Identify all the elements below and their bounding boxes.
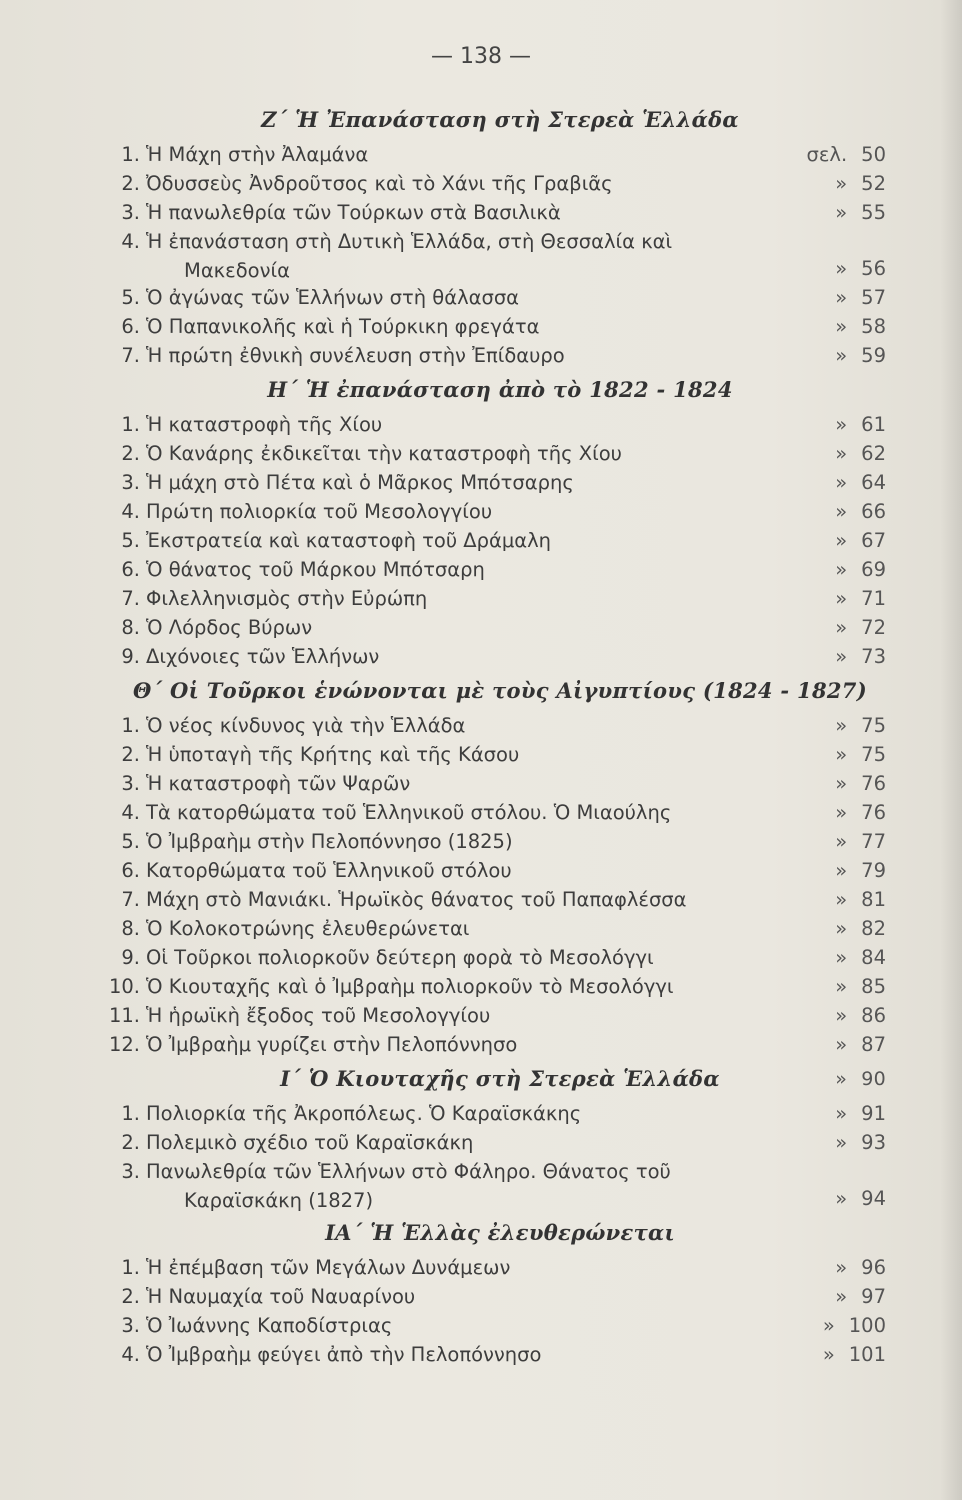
entry-title-continuation: Μακεδονία <box>184 259 290 282</box>
section-title <box>100 100 900 140</box>
ditto-mark: » <box>835 172 848 195</box>
entry-number: 6. <box>121 315 140 338</box>
entry-title <box>146 439 780 468</box>
entry-number: 8. <box>121 917 140 940</box>
entry-title <box>146 555 780 584</box>
ditto-mark: » <box>822 1343 835 1366</box>
entry-number: 3. <box>121 772 140 795</box>
entry-title <box>146 711 780 740</box>
page-ref: 71 <box>861 587 886 610</box>
entry-title-line: Ἡ Μάχη στὴν Ἀλαμάνα <box>146 143 369 166</box>
page-ref: 76 <box>861 772 886 795</box>
entry-page-ref <box>776 972 886 1001</box>
toc-entry <box>100 410 900 439</box>
ditto-mark: » <box>835 1102 848 1125</box>
entry-page-ref <box>776 740 886 769</box>
section-page-ref <box>835 1059 886 1099</box>
entry-page-ref <box>776 1311 886 1340</box>
toc-entry <box>100 283 900 312</box>
ditto-mark: » <box>835 201 848 224</box>
entry-number: 3. <box>121 1160 140 1183</box>
entry-page-ref <box>776 1099 886 1128</box>
entry-number: 2. <box>121 743 140 766</box>
toc-entry <box>100 943 900 972</box>
ditto-mark: » <box>835 743 848 766</box>
entry-title-line: Ὁ Ἰωάννης Καποδίστριας <box>146 1314 393 1337</box>
entry-title <box>146 283 780 312</box>
page-ref: 66 <box>861 500 886 523</box>
entry-page-ref <box>776 613 886 642</box>
entry-page-ref <box>776 198 886 227</box>
entry-title <box>146 1128 780 1157</box>
entry-title <box>146 914 780 943</box>
toc-entry <box>100 1157 900 1213</box>
page-ref: 75 <box>861 743 886 766</box>
entry-page-ref <box>776 468 886 497</box>
entry-title-line: Διχόνοιες τῶν Ἑλλήνων <box>146 645 380 668</box>
page-ref: 79 <box>861 859 886 882</box>
page-ref: 77 <box>861 830 886 853</box>
entry-title-line: Πρώτη πολιορκία τοῦ Μεσολογγίου <box>146 500 493 523</box>
entry-number: 1. <box>121 143 140 166</box>
entry-page-ref <box>776 885 886 914</box>
entry-title <box>146 312 780 341</box>
ditto-mark: » <box>835 975 848 998</box>
page-ref: 64 <box>861 471 886 494</box>
entry-title-line: Ὁ ἀγώνας τῶν Ἑλλήνων στὴ θάλασσα <box>146 286 520 309</box>
ditto-mark: » <box>835 1068 848 1090</box>
entry-title <box>146 827 780 856</box>
ditto-mark: » <box>835 471 848 494</box>
page-ref: 81 <box>861 888 886 911</box>
entry-number: 4. <box>121 230 140 253</box>
entry-page-ref <box>776 1184 886 1213</box>
entry-title-line: Πανωλεθρία τῶν Ἑλλήνων στὸ Φάληρο. Θάνατος τοῦ <box>146 1160 671 1183</box>
entry-number: 2. <box>121 172 140 195</box>
page-ref: 82 <box>861 917 886 940</box>
ditto-mark: » <box>835 1004 848 1027</box>
toc-entry <box>100 468 900 497</box>
entry-number: 9. <box>121 946 140 969</box>
table-of-contents <box>100 100 900 1369</box>
entry-page-ref <box>776 1030 886 1059</box>
ditto-mark: » <box>835 917 848 940</box>
entry-number: 4. <box>121 801 140 824</box>
entry-page-ref <box>776 1340 886 1369</box>
ditto-mark: » <box>835 888 848 911</box>
ditto-mark: » <box>835 946 848 969</box>
entry-number: 11. <box>108 1004 140 1027</box>
page-ref: 100 <box>848 1314 886 1337</box>
page-ref: 86 <box>861 1004 886 1027</box>
page-ref: 57 <box>861 286 886 309</box>
entry-number: 6. <box>121 859 140 882</box>
page-ref: 76 <box>861 801 886 824</box>
page-ref: 101 <box>848 1343 886 1366</box>
page-ref: 69 <box>861 558 886 581</box>
entry-title-continuation: Καραϊσκάκη (1827) <box>184 1189 374 1212</box>
toc-entry <box>100 169 900 198</box>
entry-number: 10. <box>108 975 140 998</box>
ditto-mark: » <box>835 442 848 465</box>
page-ref: 55 <box>861 201 886 224</box>
page-ref: 93 <box>861 1131 886 1154</box>
entry-title <box>146 856 780 885</box>
entry-title <box>146 740 780 769</box>
entry-title <box>146 798 780 827</box>
entry-title-line: Ὁ Ἰμβραὴμ στὴν Πελοπόννησο (1825) <box>146 830 513 853</box>
toc-entry <box>100 439 900 468</box>
ditto-mark: » <box>835 859 848 882</box>
entry-title <box>146 1157 780 1215</box>
page-ref: 90 <box>861 1068 886 1090</box>
entry-title-line: Ἡ ἐπανάσταση στὴ Δυτικὴ Ἑλλάδα, στὴ Θεσσαλία καὶ <box>146 230 673 253</box>
entry-title <box>146 410 780 439</box>
entry-title <box>146 1001 780 1030</box>
entry-page-ref <box>776 914 886 943</box>
toc-entry <box>100 740 900 769</box>
ditto-mark: » <box>835 616 848 639</box>
page-ref: 75 <box>861 714 886 737</box>
entry-number: 3. <box>121 201 140 224</box>
entry-title <box>146 227 780 285</box>
ditto-mark: » <box>835 257 848 280</box>
toc-entry <box>100 885 900 914</box>
toc-entry <box>100 1099 900 1128</box>
section-title-text: Θ΄ Οἱ Τοῦρκοι ἑνώνονται μὲ τοὺς Αἰγυπτίους (1824 - 1827) <box>133 678 867 703</box>
toc-entry <box>100 584 900 613</box>
toc-entry <box>100 341 900 370</box>
entry-number: 2. <box>121 1131 140 1154</box>
entry-page-ref <box>776 1282 886 1311</box>
page-ref: 94 <box>861 1187 886 1210</box>
entry-page-ref <box>776 1253 886 1282</box>
entry-title <box>146 1030 780 1059</box>
entry-title-line: Ἡ πανωλεθρία τῶν Τούρκων στὰ Βασιλικὰ <box>146 201 561 224</box>
toc-entry <box>100 526 900 555</box>
page-ref: 85 <box>861 975 886 998</box>
entry-title <box>146 468 780 497</box>
toc-entry <box>100 1311 900 1340</box>
entry-title-line: Οἱ Τοῦρκοι πολιορκοῦν δεύτερη φορὰ τὸ Μεσολόγγι <box>146 946 654 969</box>
page-ref: 62 <box>861 442 886 465</box>
ditto-mark: » <box>835 500 848 523</box>
entry-page-ref <box>776 410 886 439</box>
toc-entry <box>100 1001 900 1030</box>
entry-number: 7. <box>121 587 140 610</box>
entry-title-line: Ἡ καταστροφὴ τῶν Ψαρῶν <box>146 772 411 795</box>
toc-entry <box>100 497 900 526</box>
entry-title-line: Ἡ Ναυμαχία τοῦ Ναυαρίνου <box>146 1285 416 1308</box>
entry-number: 5. <box>121 529 140 552</box>
entry-title <box>146 198 780 227</box>
entry-title-line: Τὰ κατορθώματα τοῦ Ἑλληνικοῦ στόλου. Ὁ Μιαούλης <box>146 801 672 824</box>
ditto-mark: » <box>835 1187 848 1210</box>
entry-number: 1. <box>121 1102 140 1125</box>
entry-title-line: Ἡ πρώτη ἐθνικὴ συνέλευση στὴν Ἐπίδαυρο <box>146 344 565 367</box>
entry-number: 4. <box>121 1343 140 1366</box>
ditto-mark: » <box>822 1314 835 1337</box>
toc-entry <box>100 856 900 885</box>
page-ref: 56 <box>861 257 886 280</box>
entry-number: 6. <box>121 558 140 581</box>
entry-number: 3. <box>121 1314 140 1337</box>
ditto-mark: » <box>835 286 848 309</box>
entry-number: 1. <box>121 413 140 436</box>
entry-page-ref <box>776 526 886 555</box>
entry-title-line: Ὁ Ἰμβραὴμ φεύγει ἀπὸ τὴν Πελοπόννησο <box>146 1343 542 1366</box>
entry-number: 5. <box>121 286 140 309</box>
section-title <box>100 1059 900 1099</box>
toc-entry <box>100 1340 900 1369</box>
page-ref: 73 <box>861 645 886 668</box>
page-ref: 59 <box>861 344 886 367</box>
entry-page-ref <box>776 711 886 740</box>
section-title <box>100 671 900 711</box>
entry-number: 7. <box>121 344 140 367</box>
ditto-mark: » <box>835 1285 848 1308</box>
ditto-mark: » <box>835 558 848 581</box>
entry-number: 1. <box>121 714 140 737</box>
entry-title-line: Ὁ Ἰμβραὴμ γυρίζει στὴν Πελοπόννησο <box>146 1033 518 1056</box>
ditto-mark: » <box>835 344 848 367</box>
entry-title-line: Κατορθώματα τοῦ Ἑλληνικοῦ στόλου <box>146 859 512 882</box>
page-ref: 72 <box>861 616 886 639</box>
entry-number: 4. <box>121 500 140 523</box>
entry-title <box>146 1311 780 1340</box>
entry-number: 2. <box>121 442 140 465</box>
ditto-mark: σελ. <box>806 143 848 166</box>
entry-page-ref <box>776 555 886 584</box>
page-ref: 96 <box>861 1256 886 1279</box>
section-title-text: Ι΄ Ὁ Κιουταχῆς στὴ Στερεὰ Ἑλλάδα <box>280 1066 720 1091</box>
entry-number: 8. <box>121 616 140 639</box>
ditto-mark: » <box>835 529 848 552</box>
entry-number: 9. <box>121 645 140 668</box>
page-ref: 67 <box>861 529 886 552</box>
section-title <box>100 1213 900 1253</box>
section-title-text: Ζ΄ Ἡ Ἐπανάσταση στὴ Στερεὰ Ἑλλάδα <box>261 107 739 132</box>
entry-title-line: Πολεμικὸ σχέδιο τοῦ Καραϊσκάκη <box>146 1131 474 1154</box>
toc-entry <box>100 1030 900 1059</box>
section-title-text: Η΄ Ἡ ἐπανάσταση ἀπὸ τὸ 1822 - 1824 <box>267 377 733 402</box>
entry-page-ref <box>776 827 886 856</box>
entry-title <box>146 169 780 198</box>
entry-number: 2. <box>121 1285 140 1308</box>
entry-title <box>146 613 780 642</box>
entry-title <box>146 341 780 370</box>
page-ref: 97 <box>861 1285 886 1308</box>
entry-page-ref <box>776 497 886 526</box>
page-ref: 50 <box>861 143 886 166</box>
section-title <box>100 370 900 410</box>
entry-title <box>146 769 780 798</box>
entry-title-line: Ὀδυσσεὺς Ἀνδροῦτσος καὶ τὸ Χάνι τῆς Γραβιᾶς <box>146 172 613 195</box>
entry-page-ref <box>776 943 886 972</box>
entry-page-ref <box>776 312 886 341</box>
entry-title <box>146 584 780 613</box>
entry-number: 12. <box>108 1033 140 1056</box>
entry-title <box>146 1340 780 1369</box>
ditto-mark: » <box>835 830 848 853</box>
entry-title-line: Ὁ Κιουταχῆς καὶ ὁ Ἰμβραὴμ πολιορκοῦν τὸ Μεσολόγγι <box>146 975 674 998</box>
entry-page-ref <box>776 1001 886 1030</box>
entry-page-ref <box>776 169 886 198</box>
ditto-mark: » <box>835 645 848 668</box>
entry-title-line: Ὁ Παπανικολῆς καὶ ἡ Τούρκικη φρεγάτα <box>146 315 540 338</box>
entry-title-line: Ὁ θάνατος τοῦ Μάρκου Μπότσαρη <box>146 558 485 581</box>
page-number: — 138 — <box>431 44 531 69</box>
entry-number: 1. <box>121 1256 140 1279</box>
entry-title-line: Ἡ μάχη στὸ Πέτα καὶ ὁ Μᾶρκος Μπότσαρης <box>146 471 574 494</box>
toc-entry <box>100 613 900 642</box>
entry-title <box>146 1099 780 1128</box>
entry-page-ref <box>776 584 886 613</box>
ditto-mark: » <box>835 1033 848 1056</box>
page-ref: 84 <box>861 946 886 969</box>
entry-page-ref <box>776 798 886 827</box>
toc-entry <box>100 555 900 584</box>
entry-title <box>146 642 780 671</box>
entry-title <box>146 497 780 526</box>
page-ref: 61 <box>861 413 886 436</box>
entry-page-ref <box>776 856 886 885</box>
entry-page-ref <box>776 283 886 312</box>
toc-entry <box>100 642 900 671</box>
toc-entry <box>100 198 900 227</box>
entry-page-ref <box>776 439 886 468</box>
entry-title <box>146 1282 780 1311</box>
ditto-mark: » <box>835 587 848 610</box>
toc-entry <box>100 798 900 827</box>
entry-number: 3. <box>121 471 140 494</box>
entry-title <box>146 943 780 972</box>
entry-page-ref <box>776 140 886 169</box>
entry-page-ref <box>776 642 886 671</box>
ditto-mark: » <box>835 1131 848 1154</box>
entry-title-line: Ὁ Λόρδος Βύρων <box>146 616 313 639</box>
page-ref: 91 <box>861 1102 886 1125</box>
entry-title <box>146 885 780 914</box>
entry-title-line: Ἡ ὑποταγὴ τῆς Κρήτης καὶ τῆς Κάσου <box>146 743 520 766</box>
entry-page-ref <box>776 254 886 283</box>
ditto-mark: » <box>835 801 848 824</box>
entry-title-line: Ὁ Κανάρης ἐκδικεῖται τὴν καταστροφὴ τῆς Χίου <box>146 442 622 465</box>
ditto-mark: » <box>835 772 848 795</box>
toc-entry <box>100 711 900 740</box>
section-title-text: ΙΑ΄ Ἡ Ἑλλὰς ἐλευθερώνεται <box>325 1220 675 1245</box>
page-ref: 87 <box>861 1033 886 1056</box>
entry-number: 7. <box>121 888 140 911</box>
ditto-mark: » <box>835 1256 848 1279</box>
entry-title-line: Πολιορκία τῆς Ἀκροπόλεως. Ὁ Καραϊσκάκης <box>146 1102 582 1125</box>
toc-entry <box>100 227 900 283</box>
toc-entry <box>100 1253 900 1282</box>
toc-entry <box>100 769 900 798</box>
entry-page-ref <box>776 341 886 370</box>
ditto-mark: » <box>835 315 848 338</box>
page-ref: 52 <box>861 172 886 195</box>
entry-title <box>146 526 780 555</box>
toc-entry <box>100 1128 900 1157</box>
entry-number: 5. <box>121 830 140 853</box>
toc-entry <box>100 827 900 856</box>
entry-page-ref <box>776 769 886 798</box>
entry-title-line: Μάχη στὸ Μανιάκι. Ἡρωϊκὸς θάνατος τοῦ Παπαφλέσσα <box>146 888 687 911</box>
entry-title-line: Ἐκστρατεία καὶ καταστοφὴ τοῦ Δράμαλη <box>146 529 552 552</box>
entry-title-line: Ἡ ἡρωϊκὴ ἔξοδος τοῦ Μεσολογγίου <box>146 1004 491 1027</box>
toc-entry <box>100 914 900 943</box>
entry-title <box>146 972 780 1001</box>
entry-title-line: Ὁ Κολοκοτρώνης ἐλευθερώνεται <box>146 917 470 940</box>
entry-title-line: Ὁ νέος κίνδυνος γιὰ τὴν Ἑλλάδα <box>146 714 466 737</box>
entry-title <box>146 1253 780 1282</box>
entry-page-ref <box>776 1128 886 1157</box>
page-ref: 58 <box>861 315 886 338</box>
entry-title-line: Φιλελληνισμὸς στὴν Εὐρώπη <box>146 587 428 610</box>
toc-entry <box>100 312 900 341</box>
toc-entry <box>100 140 900 169</box>
toc-entry <box>100 972 900 1001</box>
ditto-mark: » <box>835 714 848 737</box>
ditto-mark: » <box>835 413 848 436</box>
page-edge-shadow <box>940 0 962 1500</box>
entry-title-line: Ἡ καταστροφὴ τῆς Χίου <box>146 413 383 436</box>
entry-title <box>146 140 780 169</box>
entry-title-line: Ἡ ἐπέμβαση τῶν Μεγάλων Δυνάμεων <box>146 1256 511 1279</box>
toc-entry <box>100 1282 900 1311</box>
